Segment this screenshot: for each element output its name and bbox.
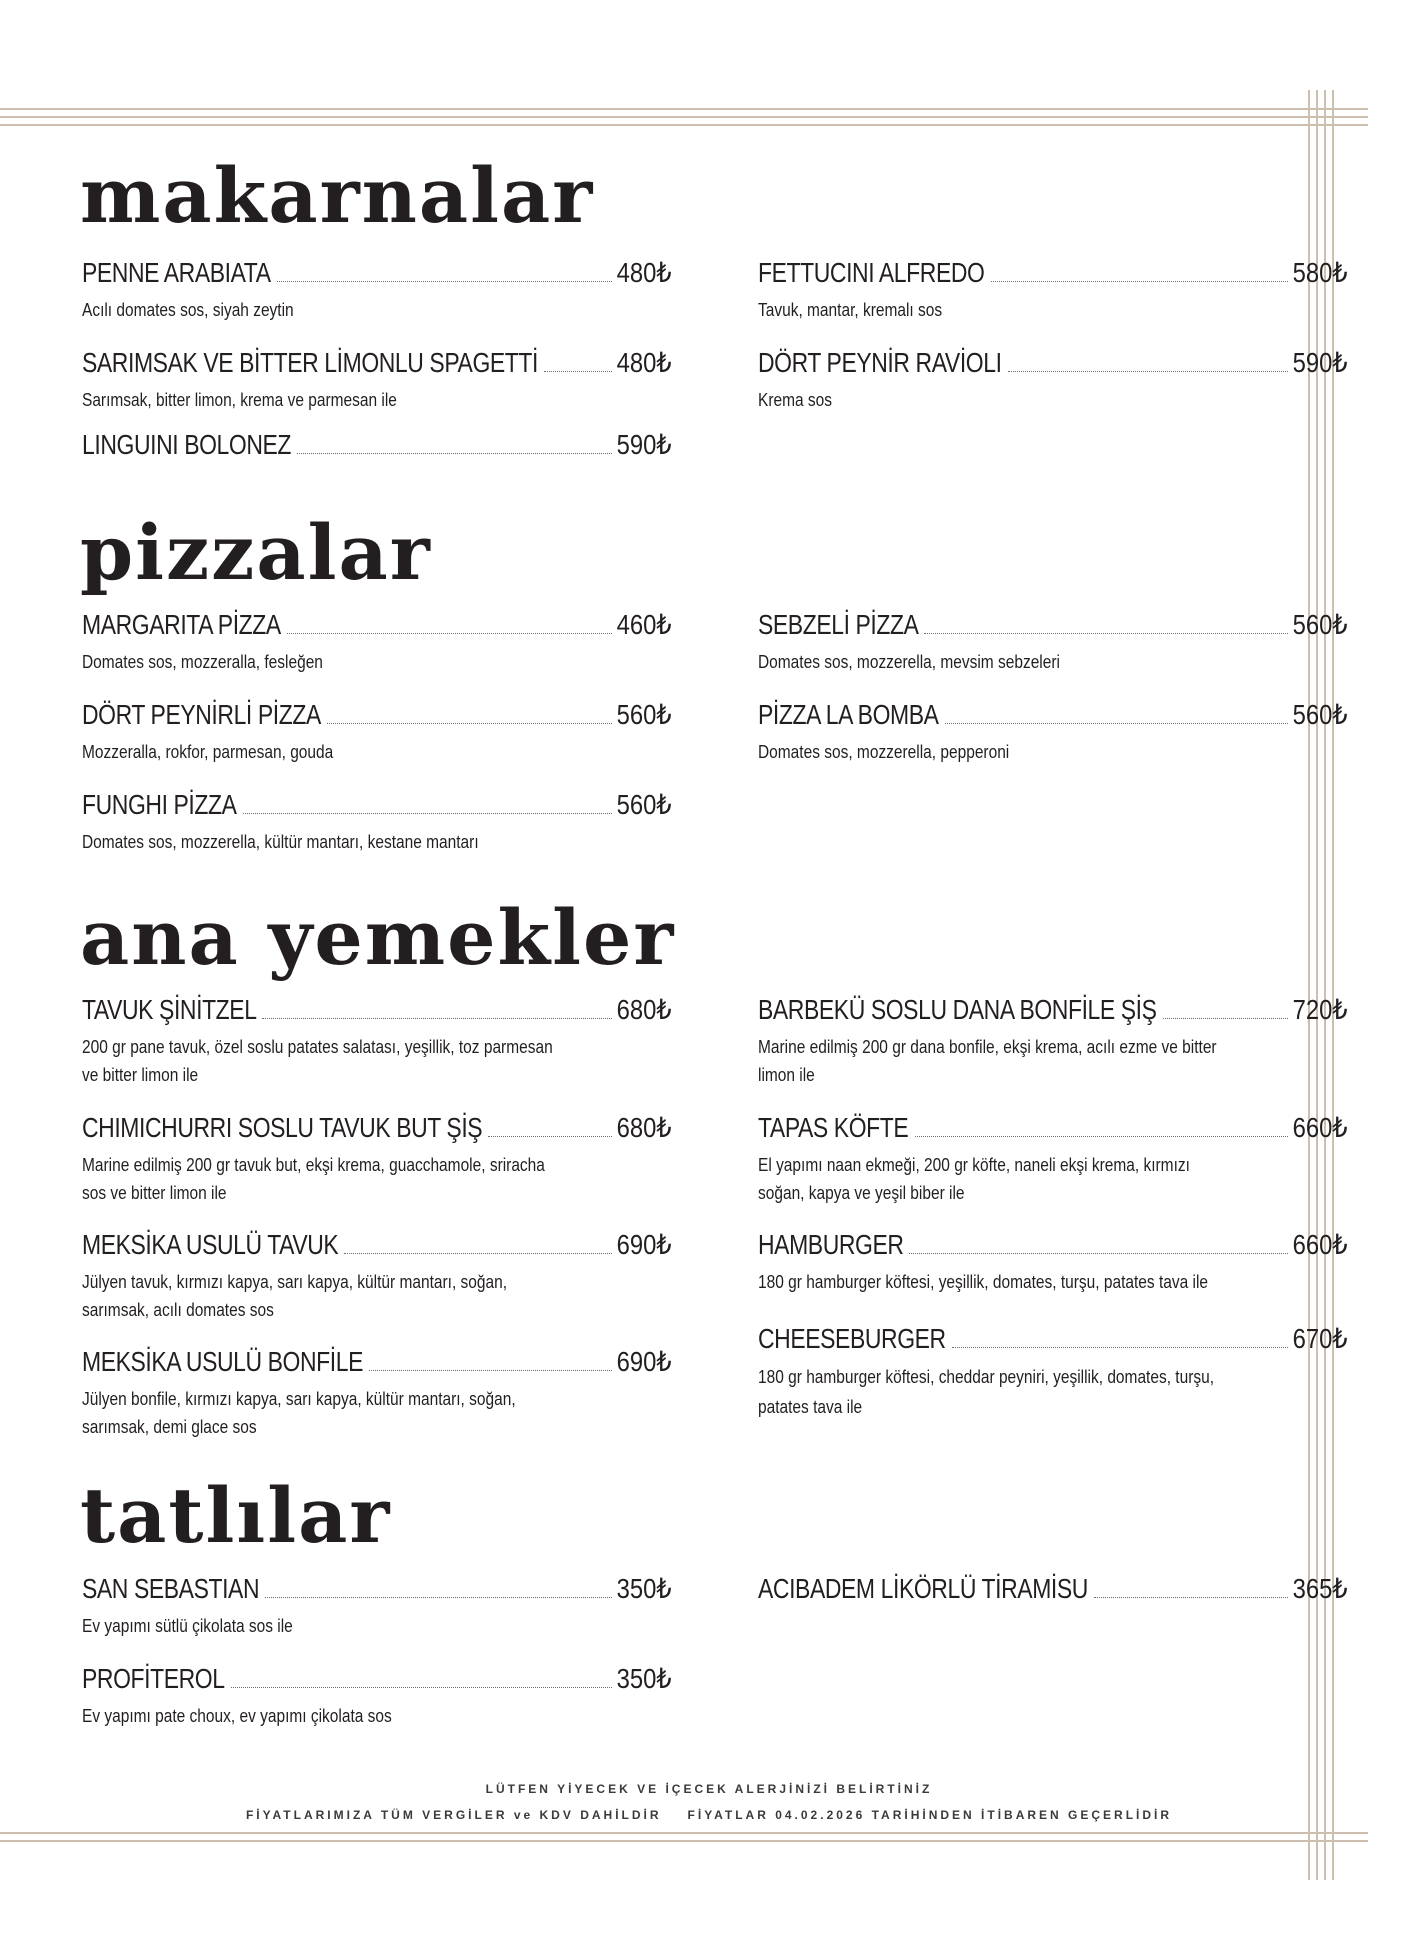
- item-name: LINGUINI BOLONEZ: [82, 429, 292, 460]
- item-price: 350₺: [617, 1573, 672, 1604]
- leader-dots: [369, 1369, 612, 1371]
- item-description: Jülyen tavuk, kırmızı kapya, sarı kapya, kültür mantarı, soğan, sarımsak, acılı domates sos: [82, 1272, 508, 1320]
- menu-item: [82, 1572, 672, 1640]
- leader-dots: [909, 1252, 1288, 1254]
- bottom-border-line-2: [0, 1840, 1368, 1842]
- item-description: Jülyen bonfile, kırmızı kapya, sarı kapya, kültür mantarı, soğan, sarımsak, demi glace sos: [82, 1389, 516, 1437]
- leader-dots: [262, 1017, 611, 1019]
- item-price: 680₺: [617, 994, 672, 1025]
- item-name: SAN SEBASTIAN: [82, 1573, 260, 1604]
- item-price: 560₺: [1293, 609, 1348, 640]
- menu-item: [82, 788, 672, 856]
- menu-item: [758, 1111, 1348, 1207]
- leader-dots: [1008, 370, 1288, 372]
- footer-allergy-note: LÜTFEN YİYECEK VE İÇECEK ALERJİNİZİ BELİRTİNİZ: [485, 1782, 933, 1796]
- item-name: DÖRT PEYNİRLİ PİZZA: [82, 699, 321, 730]
- item-description: Domates sos, mozzerella, kültür mantarı, kestane mantarı: [82, 832, 479, 852]
- section-title-makarnalar: makarnalar: [80, 151, 595, 240]
- leader-dots: [488, 1135, 611, 1137]
- item-name: SEBZELİ PİZZA: [758, 609, 919, 640]
- section-title-tatlilar: tatlılar: [80, 1471, 392, 1560]
- item-description: Domates sos, mozzerella, mevsim sebzeleri: [758, 652, 1060, 672]
- bottom-border-line-1: [0, 1832, 1368, 1834]
- item-description: Ev yapımı pate choux, ev yapımı çikolata sos: [82, 1706, 392, 1726]
- item-price: 480₺: [617, 347, 672, 378]
- menu-item: [758, 698, 1348, 766]
- section-title-ana-yemekler: ana yemekler: [80, 893, 676, 982]
- item-description: Domates sos, mozzeralla, fesleğen: [82, 652, 323, 672]
- item-description: Krema sos: [758, 390, 832, 410]
- item-price: 580₺: [1293, 257, 1348, 288]
- menu-item: [82, 346, 672, 414]
- item-description: Sarımsak, bitter limon, krema ve parmesan ile: [82, 390, 397, 410]
- leader-dots: [297, 452, 612, 454]
- menu-item: [758, 1572, 1348, 1612]
- item-name: HAMBURGER: [758, 1229, 904, 1260]
- item-description: 180 gr hamburger köftesi, yeşillik, domates, turşu, patates tava ile: [758, 1272, 1209, 1292]
- leader-dots: [945, 722, 1288, 724]
- menu-item: [82, 256, 672, 324]
- item-price: 560₺: [1293, 699, 1348, 730]
- menu-item: [758, 608, 1348, 676]
- item-name: PROFİTEROL: [82, 1663, 225, 1694]
- leader-dots: [287, 632, 611, 634]
- item-price: 660₺: [1293, 1112, 1348, 1143]
- item-name: ACIBADEM LİKÖRLÜ TİRAMİSU: [758, 1573, 1088, 1604]
- menu-item: [82, 1228, 672, 1324]
- menu-item: [82, 698, 672, 766]
- item-name: TAVUK ŞİNİTZEL: [82, 994, 257, 1025]
- item-name: MEKSİKA USULÜ TAVUK: [82, 1229, 339, 1260]
- leader-dots: [231, 1686, 612, 1688]
- item-description: Marine edilmiş 200 gr dana bonfile, ekşi krema, acılı ezme ve bitter limon ile: [758, 1037, 1217, 1085]
- item-description: Tavuk, mantar, kremalı sos: [758, 300, 943, 320]
- item-name: MARGARITA PİZZA: [82, 609, 281, 640]
- leader-dots: [344, 1252, 612, 1254]
- item-price: 720₺: [1293, 994, 1348, 1025]
- menu-item: [758, 1228, 1348, 1296]
- leader-dots: [952, 1346, 1288, 1348]
- item-price: 680₺: [617, 1112, 672, 1143]
- menu-item: [758, 993, 1348, 1089]
- item-name: FUNGHI PİZZA: [82, 789, 237, 820]
- leader-dots: [243, 812, 612, 814]
- leader-dots: [924, 632, 1287, 634]
- item-price: 670₺: [1293, 1323, 1348, 1354]
- item-name: SARIMSAK VE BİTTER LİMONLU SPAGETTİ: [82, 347, 538, 378]
- item-name: CHIMICHURRI SOSLU TAVUK BUT ŞİŞ: [82, 1112, 483, 1143]
- item-description: Marine edilmiş 200 gr tavuk but, ekşi krema, guacchamole, sriracha sos ve bitter limon ile: [82, 1155, 545, 1203]
- menu-item: [82, 428, 672, 468]
- top-border-line-3: [0, 124, 1368, 126]
- item-name: PİZZA LA BOMBA: [758, 699, 939, 730]
- section-title-pizzalar: pizzalar: [80, 508, 432, 597]
- leader-dots: [265, 1596, 611, 1598]
- menu-item: [758, 346, 1348, 414]
- item-name: MEKSİKA USULÜ BONFİLE: [82, 1346, 364, 1377]
- item-name: FETTUCINI ALFREDO: [758, 257, 985, 288]
- menu-item: [82, 1111, 672, 1207]
- top-border-line-1: [0, 108, 1368, 110]
- leader-dots: [544, 370, 612, 372]
- menu-item: [82, 1662, 672, 1730]
- item-price: 460₺: [617, 609, 672, 640]
- item-description: Acılı domates sos, siyah zeytin: [82, 300, 294, 320]
- footer-validity-note: FİYATLAR 04.02.2026 TARİHİNDEN İTİBAREN GEÇERLİDİR: [687, 1808, 1173, 1822]
- leader-dots: [1094, 1596, 1287, 1598]
- item-name: DÖRT PEYNİR RAVİOLI: [758, 347, 1002, 378]
- item-name: BARBEKÜ SOSLU DANA BONFİLE ŞİŞ: [758, 994, 1157, 1025]
- item-description: 200 gr pane tavuk, özel soslu patates salatası, yeşillik, toz parmesan ve bitter limon ile: [82, 1037, 553, 1085]
- item-name: PENNE ARABIATA: [82, 257, 271, 288]
- item-description: 180 gr hamburger köftesi, cheddar peyniri, yeşillik, domates, turşu, patates tava ile: [758, 1367, 1215, 1417]
- leader-dots: [915, 1135, 1288, 1137]
- top-border-line-2: [0, 116, 1368, 118]
- footer-tax-note: FİYATLARIMIZA TÜM VERGİLER ve KDV DAHİLDİR: [245, 1808, 662, 1822]
- item-price: 590₺: [617, 429, 672, 460]
- menu-item: [82, 608, 672, 676]
- menu-item: [758, 1322, 1348, 1422]
- leader-dots: [327, 722, 611, 724]
- item-description: Mozzeralla, rokfor, parmesan, gouda: [82, 742, 334, 762]
- item-price: 690₺: [617, 1229, 672, 1260]
- menu-item: [758, 256, 1348, 324]
- menu-item: [82, 993, 672, 1089]
- item-price: 365₺: [1293, 1573, 1348, 1604]
- leader-dots: [1163, 1017, 1288, 1019]
- menu-item: [82, 1345, 672, 1441]
- leader-dots: [991, 280, 1288, 282]
- item-price: 560₺: [617, 699, 672, 730]
- footer-price-note: [0, 1808, 1418, 1822]
- item-description: Domates sos, mozzerella, pepperoni: [758, 742, 1010, 762]
- item-price: 690₺: [617, 1346, 672, 1377]
- item-price: 590₺: [1293, 347, 1348, 378]
- item-description: Ev yapımı sütlü çikolata sos ile: [82, 1616, 293, 1636]
- item-name: TAPAS KÖFTE: [758, 1112, 909, 1143]
- leader-dots: [277, 280, 612, 282]
- item-price: 480₺: [617, 257, 672, 288]
- item-price: 660₺: [1293, 1229, 1348, 1260]
- item-price: 560₺: [617, 789, 672, 820]
- item-name: CHEESEBURGER: [758, 1323, 946, 1354]
- item-description: El yapımı naan ekmeği, 200 gr köfte, naneli ekşi krema, kırmızı soğan, kapya ve yeşil biber ile: [758, 1155, 1190, 1203]
- item-price: 350₺: [617, 1663, 672, 1694]
